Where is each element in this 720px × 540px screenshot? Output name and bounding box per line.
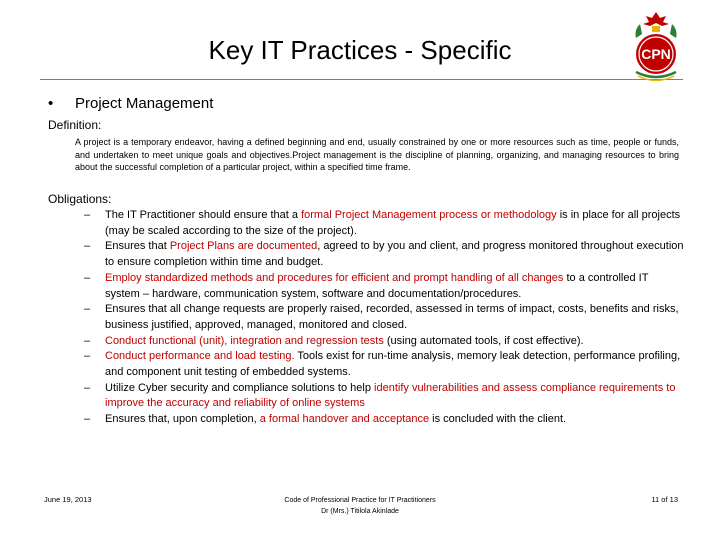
obligation-item: – Ensures that Project Plans are documented, agreed to by you and client, and progress monitored throughout execution to ensure completion within time and budget. [84, 240, 684, 269]
footer-credit [220, 495, 500, 517]
highlight-text: a formal handover and acceptance [259, 413, 430, 426]
footer-title: Code of Professional Practice for IT Practitioners [284, 497, 436, 504]
obligation-item: – Employ standardized methods and procedures for efficient and prompt handling of all changes to a controlled IT system – hardware, communication system, software and documentation/procedures. [84, 271, 649, 300]
dash-marker: – [84, 350, 91, 363]
highlight-text: Employ standardized methods and procedures for efficient and prompt handling of all changes [105, 271, 564, 284]
obligation-item: – Conduct functional (unit), integration and regression tests (using automated tools, if cost effective). [84, 334, 684, 350]
highlight-text: Conduct performance and load testing. [105, 350, 295, 363]
logo-text: CPN [641, 46, 671, 62]
title-divider [40, 79, 683, 80]
footer-author: Dr (Mrs.) Titilola Akinlade [321, 508, 399, 515]
dash-marker: – [84, 209, 91, 221]
obligations-label: Obligations: [48, 192, 112, 206]
definition-text: A project is a temporary endeavor, having a defined beginning and end, usually constrained by one or more resources such as time, people or funds, and undertaken to meet unique goals and objectives.Project management is the discipline of planning, organizing, and managing resources to bring about the successful completion of a particular project, within a specified time frame. [75, 137, 679, 172]
definition-label: Definition: [48, 118, 102, 132]
dash-marker: – [84, 303, 91, 316]
obligation-item: – Utilize Cyber security and compliance solutions to help identify vulnerabilities and assess compliance requirements to improve the accuracy and reliability of online systems [84, 381, 676, 410]
footer-date: June 19, 2013 [44, 495, 92, 504]
section-heading: Project Management [75, 95, 214, 112]
dash-marker: – [84, 334, 91, 347]
slide-title: Key IT Practices - Specific [208, 35, 512, 65]
obligation-item: – Ensures that all change requests are properly raised, recorded, assessed in terms of impact, costs, benefits and risks, business justified, approved, managed, monitored and closed. [84, 303, 679, 331]
dash-marker: – [84, 271, 91, 284]
dash-marker: – [84, 413, 91, 426]
highlight-text: Project Plans are documented [169, 240, 318, 253]
page-number: 11 of 13 [651, 495, 678, 504]
bullet-marker: • [48, 95, 54, 112]
highlight-text: formal Project Management process or methodology [301, 209, 557, 221]
obligation-item: – The IT Practitioner should ensure that a formal Project Management process or methodology is in place for all projects (may be scaled according to the size of the project). [84, 209, 681, 237]
dash-marker: – [84, 240, 91, 253]
obligations-list [84, 208, 684, 428]
highlight-text: Conduct functional (unit), integration and regression tests [105, 334, 384, 347]
cpn-logo [626, 8, 686, 86]
obligation-item: – Ensures that, upon completion, a formal handover and acceptance is concluded with the client. [84, 412, 684, 428]
obligation-item: – Conduct performance and load testing. Tools exist for run-time analysis, memory leak detection, performance profiling, and component unit testing of embedded systems. [84, 350, 681, 379]
highlight-text: identify vulnerabilities and assess compliance requirements to improve the accuracy and reliability of online systems [105, 381, 676, 410]
dash-marker: – [84, 381, 91, 394]
